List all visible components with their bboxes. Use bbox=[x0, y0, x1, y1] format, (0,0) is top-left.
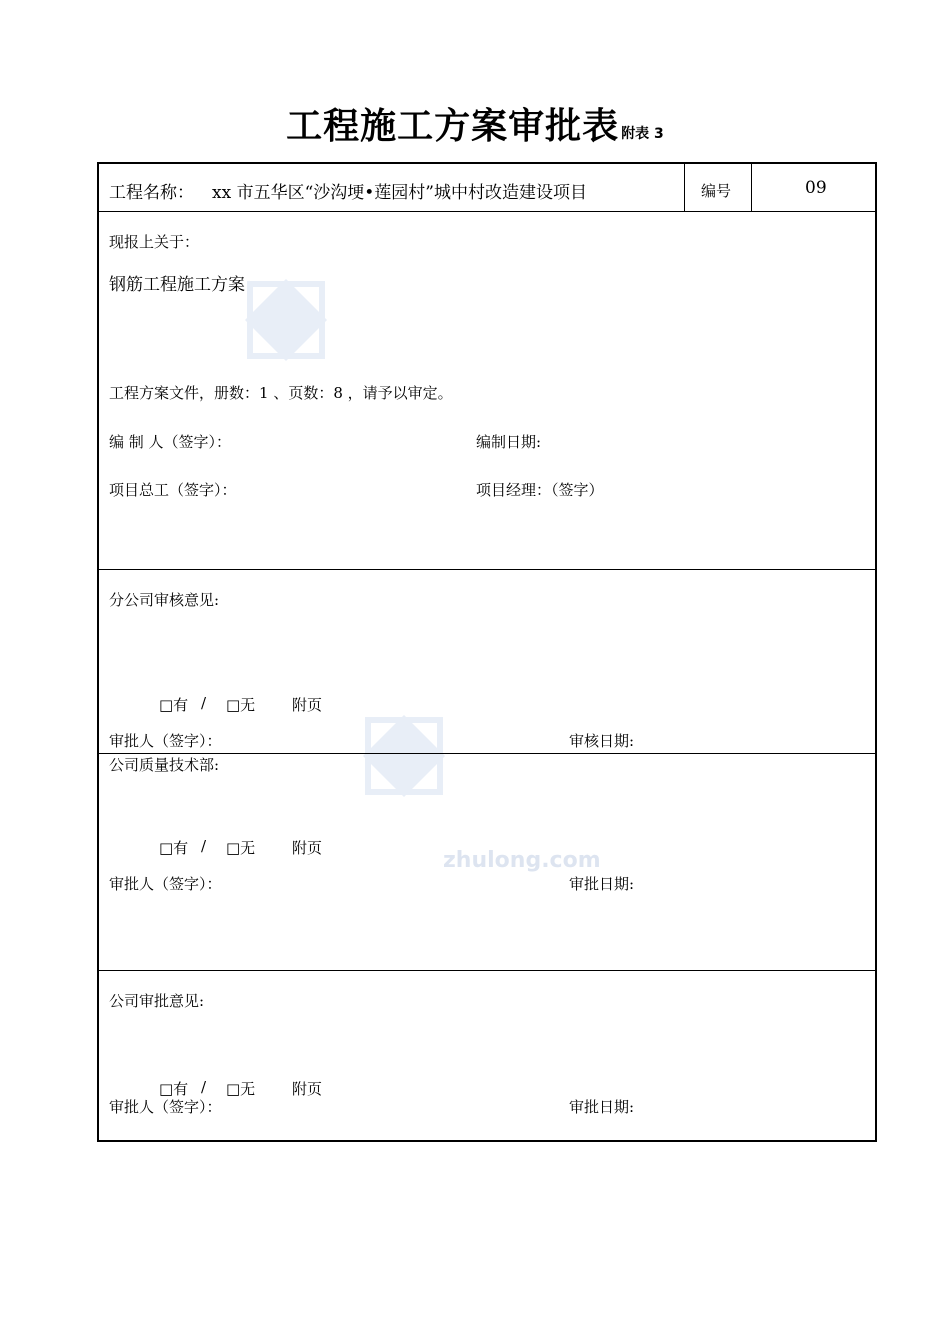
form-subtitle: 附表 3 bbox=[621, 126, 664, 142]
review-date-label: 审核日期: bbox=[569, 732, 635, 750]
has-attachment-checkbox[interactable]: □有 bbox=[159, 696, 189, 714]
approval-form bbox=[97, 162, 877, 1142]
project-manager-signature-label: 项目经理：（签字） bbox=[476, 481, 604, 499]
company-approval-heading: 公司审批意见: bbox=[109, 992, 205, 1010]
quality-dept-heading: 公司质量技术部: bbox=[109, 756, 220, 774]
header-divider bbox=[684, 164, 685, 211]
header-divider bbox=[751, 164, 752, 211]
separator: / bbox=[201, 694, 207, 712]
form-title: 工程施工方案审批表 bbox=[286, 106, 620, 147]
report-subject: 钢筋工程施工方案 bbox=[109, 275, 245, 295]
approver-signature-label: 审批人（签字）： bbox=[109, 875, 222, 893]
report-intro: 现报上关于： bbox=[109, 233, 200, 251]
attachment-label: 附页 bbox=[292, 839, 323, 857]
has-attachment-checkbox[interactable]: □有 bbox=[159, 839, 189, 857]
row-divider bbox=[99, 211, 875, 212]
row-divider bbox=[99, 970, 875, 971]
compile-date-label: 编制日期: bbox=[476, 433, 542, 451]
row-divider bbox=[99, 569, 875, 570]
branch-review-heading: 分公司审核意见: bbox=[109, 591, 220, 609]
separator: / bbox=[201, 837, 207, 855]
attachment-label: 附页 bbox=[292, 1080, 323, 1098]
project-name-label: 工程名称： bbox=[109, 183, 194, 203]
page-title bbox=[0, 98, 950, 149]
approval-date-label: 审批日期: bbox=[569, 875, 635, 893]
code-label: 编号 bbox=[701, 182, 732, 200]
attachment-label: 附页 bbox=[292, 696, 323, 714]
no-attachment-checkbox[interactable]: □无 bbox=[226, 1080, 256, 1098]
approver-signature-label: 审批人（签字）： bbox=[109, 1098, 222, 1116]
compiler-signature-label: 编 制 人（签字）： bbox=[109, 433, 232, 451]
approver-signature-label: 审批人（签字）： bbox=[109, 732, 222, 750]
no-attachment-checkbox[interactable]: □无 bbox=[226, 696, 256, 714]
code-value: 09 bbox=[805, 178, 827, 198]
separator: / bbox=[201, 1078, 207, 1096]
file-info: 工程方案文件，册数：1 、页数：8 ，请予以审定。 bbox=[109, 384, 453, 402]
approval-date-label: 审批日期: bbox=[569, 1098, 635, 1116]
watermark-text: zhulong.com bbox=[443, 848, 601, 873]
project-name-value: xx 市五华区“沙沟埂•莲园村”城中村改造建设项目 bbox=[212, 183, 587, 203]
no-attachment-checkbox[interactable]: □无 bbox=[226, 839, 256, 857]
chief-engineer-signature-label: 项目总工（签字）： bbox=[109, 481, 237, 499]
has-attachment-checkbox[interactable]: □有 bbox=[159, 1080, 189, 1098]
